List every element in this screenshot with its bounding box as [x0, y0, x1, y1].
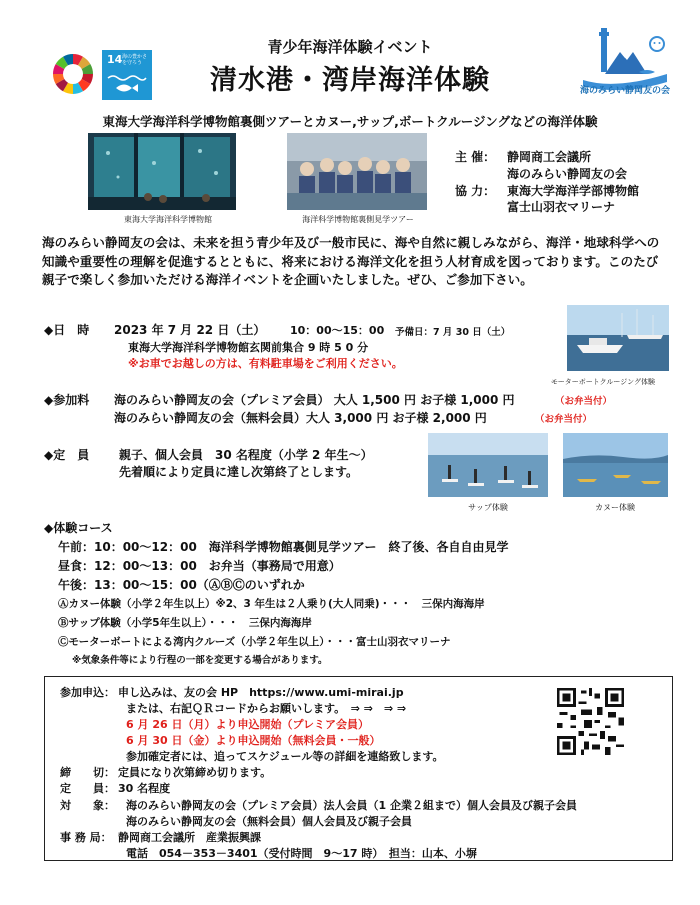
- parking-notice: ※お車でお越しの方は、有料駐車場をご利用ください。: [128, 357, 403, 370]
- office-label: 事 務 局：: [60, 831, 112, 844]
- fee-line-2-note: （お弁当付）: [535, 414, 593, 425]
- weather-note: ※気象条件等により行程の一部を変更する場合があります。: [72, 655, 328, 666]
- course-option-c: Ⓒモーターボートによる湾内クルーズ（小学２年生以上）・・・富士山羽衣マリーナ: [58, 636, 451, 648]
- apply-line-1: 申し込みは、友の会 HP https://www.umi-mirai.jp: [118, 686, 404, 699]
- office-line-1: 静岡商工会議所 産業振興課: [118, 831, 261, 844]
- sdg-number: 14: [107, 53, 123, 66]
- sup-caption: サップ体験: [468, 503, 508, 512]
- host-label: 主 催：: [455, 150, 496, 164]
- fee-line-2: 海のみらい静岡友の会（無料会員）大人 3,000 円 お子様 2,000 円: [114, 411, 487, 425]
- qr-code[interactable]: [557, 688, 624, 755]
- date-reserve: 予備日：7 月 30 日（土）: [395, 327, 511, 338]
- capacity-line-1: 親子、個人会員 30 名程度（小学 2 年生～）: [119, 448, 373, 462]
- host-2: 海のみらい静岡友の会: [507, 167, 628, 181]
- deadline-value: 定員になり次第締め切ります。: [118, 766, 272, 779]
- event-subtitle: 青少年海洋体験イベント: [267, 38, 433, 56]
- aquarium-caption: 東海大学海洋科学博物館: [124, 215, 212, 224]
- course-morning: 午前：10：00～12：00 海洋科学博物館裏側見学ツアー 終了後、各自自由見学: [58, 540, 509, 554]
- course-option-a: Ⓐカヌー体験（小学２年生以上）※2、3 年生は２人乗り(大人同乗)・・・ 三保内海海岸: [58, 598, 485, 610]
- office-line-2: 電話 054－353－3401（受付時間 9～17 時） 担当：山本、小塀: [126, 847, 477, 860]
- museum-tour-photo: [287, 133, 427, 210]
- target-line-1: 海のみらい静岡友の会（プレミア会員）法人会員（1 企業２組まで）個人会員及び親子会員: [126, 799, 578, 812]
- fee-line-1-note: （お弁当付）: [555, 396, 613, 407]
- box-capacity-value: 30 名程度: [118, 782, 171, 795]
- coop-1: 東海大学海洋学部博物館: [507, 184, 640, 198]
- host-1: 静岡商工会議所: [507, 150, 592, 164]
- target-line-2: 海のみらい静岡友の会（無料会員）個人会員及び親子会員: [126, 815, 412, 828]
- box-capacity-label: 定 員：: [60, 782, 115, 795]
- fee-line-1: 海のみらい静岡友の会（プレミア会員） 大人 1,500 円 お子様 1,000 円: [114, 393, 515, 407]
- date-time: 10：00～15：00: [290, 324, 385, 337]
- coop-label: 協 力：: [455, 184, 496, 198]
- sup-photo: [428, 433, 548, 497]
- deadline-label: 締 切：: [60, 766, 115, 779]
- intro-paragraph: 海のみらい静岡友の会は、未来を担う青少年及び一般市民に、海や自然に親しみながら、海洋・地球科学への知識や重要性の理解を促進するとともに、将来における海洋文化を担う人材育成を図っております。このたび親子で楽しく参加いただける海洋イベントを企画いたしました。ぜひ、ご参加下さい。: [42, 235, 660, 287]
- apply-line-5: 参加確定者には、追ってスケジュール等の詳細を連絡致します。: [126, 750, 444, 763]
- target-label: 対 象：: [60, 799, 115, 812]
- tour-caption: 海洋科学博物館裏側見学ツアー: [302, 215, 414, 224]
- logo-text: 海のみらい静岡友の会: [579, 86, 670, 96]
- course-afternoon: 午後：13：00～15：00（ⒶⒷⒸのいずれか: [58, 578, 305, 592]
- boat-photo: [567, 305, 669, 371]
- date-value: 2023 年 7 月 22 日（土）: [114, 323, 266, 337]
- capacity-label: ◆定 員: [44, 448, 90, 462]
- tagline: 東海大学海洋科学博物館裏側ツアーとカヌー,サップ,ボートクルージングなどの海洋体験: [102, 114, 598, 129]
- course-label: ◆体験コース: [44, 521, 113, 535]
- date-label: ◆日 時: [44, 323, 90, 337]
- boat-caption: モーターボートクルージング体験: [551, 378, 655, 386]
- course-option-b: Ⓑサップ体験（小学5年生以上）・・・ 三保内海海岸: [58, 617, 312, 629]
- apply-label: 参加申込：: [60, 686, 115, 699]
- coop-2: 富士山羽衣マリーナ: [507, 200, 616, 214]
- course-noon: 昼食：12：00～13：00 お弁当（事務局で用意）: [58, 559, 341, 573]
- canoe-photo: [563, 433, 668, 497]
- aquarium-photo: [88, 133, 236, 210]
- meeting-point: 東海大学海洋科学博物館玄関前集合 9 時 5 0 分: [128, 341, 369, 354]
- capacity-line-2: 先着順により定員に達し次第終了とします。: [119, 465, 359, 479]
- sdg-text: 海の豊かさを守ろう: [122, 54, 148, 66]
- apply-line-4: 6 月 30 日（金）より申込開始（無料会員・一般）: [126, 734, 381, 747]
- event-title: 清水港・湾岸海洋体験: [210, 65, 490, 96]
- apply-line-2: または、右記ＱＲコードからお願いします。 ⇒ ⇒ ⇒ ⇒: [126, 702, 407, 715]
- apply-line-3: 6 月 26 日（月）より申込開始（プレミア会員）: [126, 718, 370, 731]
- fee-label: ◆参加料: [44, 393, 90, 407]
- canoe-caption: カヌー体験: [595, 503, 635, 512]
